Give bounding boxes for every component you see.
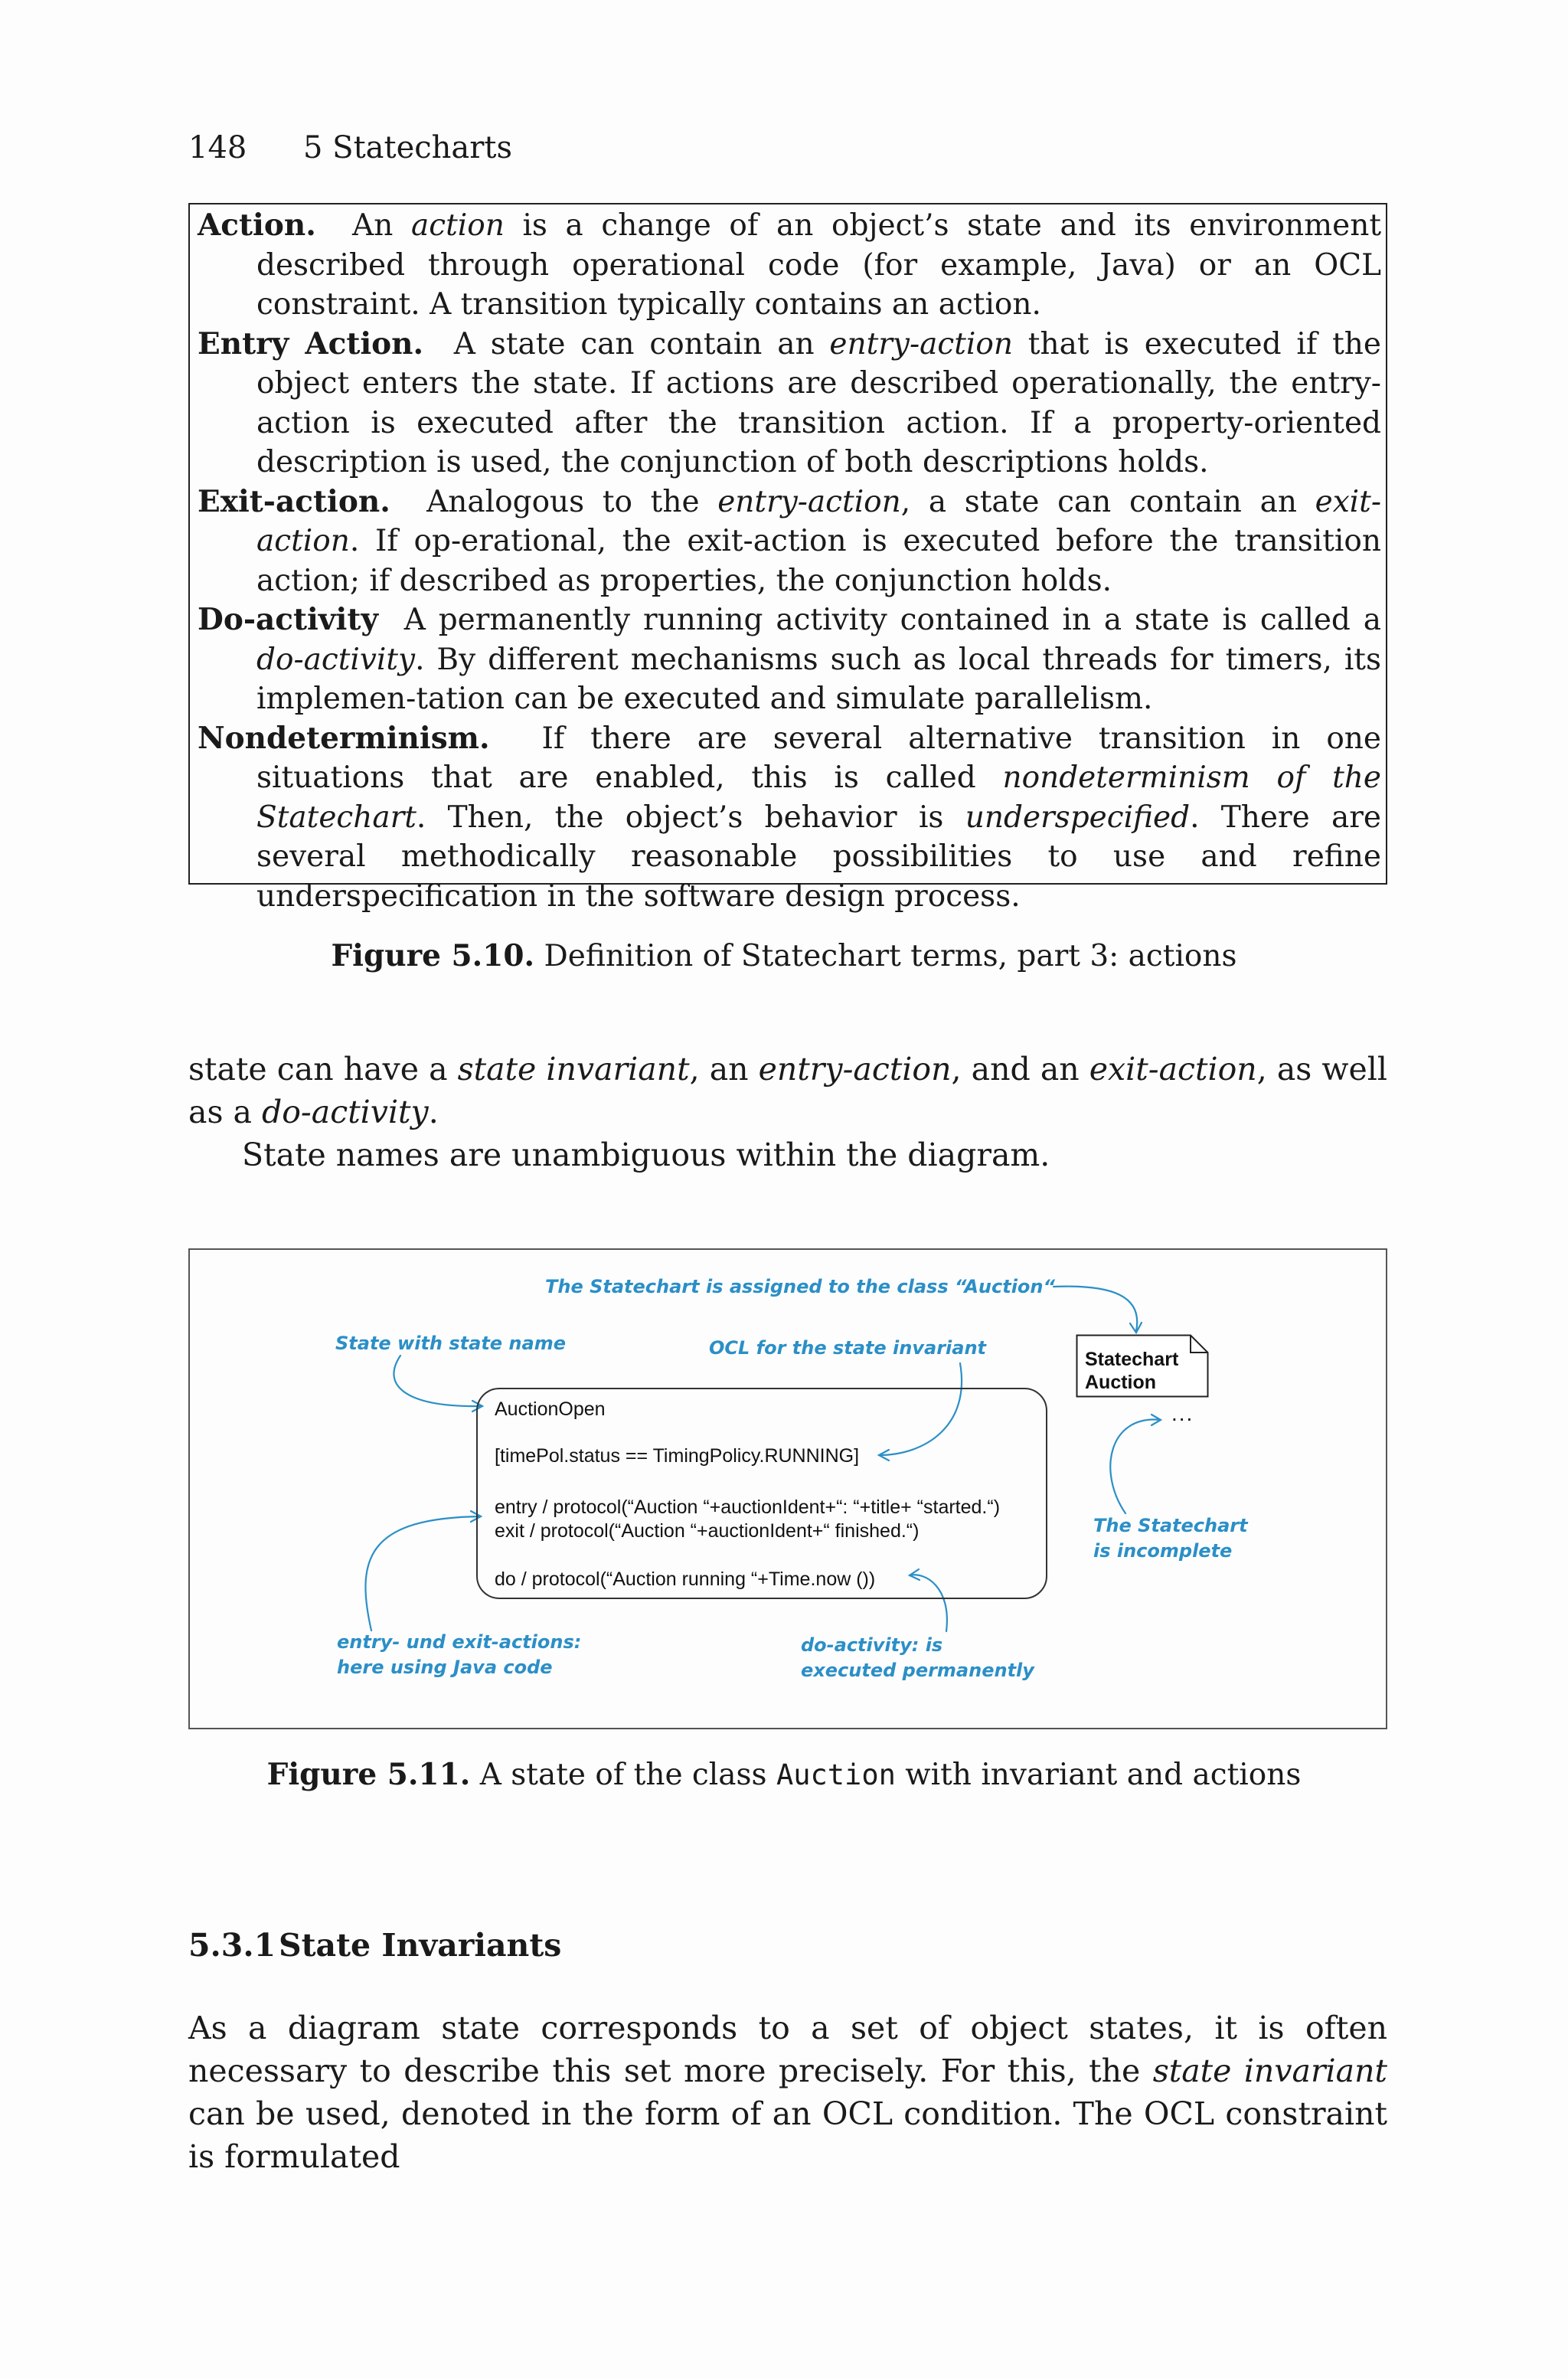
definitions-box (188, 203, 1387, 914)
note-label-line: Auction (1085, 1372, 1157, 1393)
state-exit-action: exit / protocol(“Auction “+auctionIdent+“ finished.“) (495, 1520, 920, 1542)
figure-5-10-caption (0, 938, 1568, 973)
state-invariant: [timePol.status == TimingPolicy.RUNNING] (495, 1445, 860, 1467)
figure-caption-text: A state of the class (479, 1758, 767, 1792)
note-do-activity (801, 1633, 1034, 1683)
note-state-name: State with state name (335, 1333, 566, 1354)
definition-term: Entry Action. (198, 325, 424, 361)
running-header (188, 130, 512, 165)
definition-do-activity (198, 600, 1381, 719)
note-line: entry- und exit-actions: (337, 1631, 582, 1653)
statechart-diagram (188, 1248, 1387, 1729)
diagram-ellipsis: ... (1171, 1402, 1194, 1425)
arrow-state-name (394, 1356, 482, 1406)
definition-nondeterminism (198, 719, 1381, 917)
arrow-entry-exit (365, 1516, 481, 1631)
chapter-title: 5 Statecharts (303, 130, 512, 165)
note-label-line: Statechart (1085, 1349, 1179, 1370)
state-do-activity: do / protocol(“Auction running “+Time.now ()) (495, 1568, 876, 1590)
note-assigned-class: The Statechart is assigned to the class “Auction“ (545, 1276, 1055, 1297)
figure-caption-text: with invariant and actions (905, 1758, 1302, 1792)
definition-term: Nondeterminism. (198, 720, 490, 756)
note-line: do-activity: is (801, 1634, 943, 1656)
figure-label: Figure 5.11. (266, 1757, 471, 1792)
definition-body: A state can contain an entry-action that is executed if the object enters the state. If actions are described operationally, the entry-action is executed after the transition action. If a property-oriented description is used, the conjunction of both descriptions holds. (256, 326, 1381, 479)
definition-body: A permanently running activity contained in a state is called a do-activity. By different mechanisms such as local threads for timers, its implemen-tation can be executed and simulate parallelism. (256, 603, 1381, 716)
paragraph-state-features: state can have a state invariant, an entry-action, and an exit-action, as well as a do-activity. (188, 1051, 1387, 1130)
state-entry-action: entry / protocol(“Auction “+auctionIdent+“: “+title+ “started.“) (495, 1496, 1001, 1518)
arrow-assigned (1054, 1287, 1137, 1331)
definition-term: Action. (198, 208, 316, 243)
statechart-note-label (1085, 1348, 1178, 1394)
definition-action (198, 206, 1381, 325)
definition-body: Analogous to the entry-action, a state can contain an exit-action. If op-erational, the exit-action is executed before the transition action; if described as properties, the conjunction holds. (256, 484, 1382, 598)
definition-body: If there are several alternative transition in one situations that are enabled, this is called nondeterminism of the Statechart. Then, the object’s behavior is underspecified. There are several methodically reasonable possibilities to use and refine underspecification in the software design process. (256, 721, 1382, 914)
section-heading (188, 1927, 561, 1964)
figure-caption-text: Definition of Statechart terms, part 3: actions (544, 939, 1237, 973)
statechart-note (1076, 1334, 1209, 1398)
figure-label: Figure 5.10. (331, 938, 535, 973)
state-name: AuctionOpen (495, 1398, 606, 1420)
note-ocl-invariant: OCL for the state invariant (709, 1337, 987, 1359)
note-line: The Statechart (1093, 1515, 1248, 1536)
definition-term: Exit-action. (198, 483, 390, 519)
note-incomplete (1093, 1513, 1248, 1564)
note-entry-exit (337, 1630, 581, 1680)
paragraph-state-names: State names are unambiguous within the diagram. (242, 1137, 1050, 1173)
definition-body: An action is a change of an object’s state and its environment described through operational code (for example, Java) or an OCL constraint. A transition typically contains an action. (256, 208, 1382, 322)
definition-exit-action (198, 482, 1381, 601)
arrow-incomplete (1110, 1420, 1161, 1513)
section-number: 5.3.1 (188, 1927, 276, 1964)
page-number: 148 (188, 130, 247, 165)
note-line: is incomplete (1093, 1540, 1233, 1562)
section-title: State Invariants (279, 1927, 562, 1964)
class-name-code: Auction (776, 1758, 896, 1791)
note-line: here using Java code (337, 1657, 553, 1678)
paragraph-state-invariants: As a diagram state corresponds to a set of object states, it is often necessary to describe this set more precisely. For this, the state invariant can be used, denoted in the form of an OCL condition. The OCL constraint is formulated (188, 2010, 1387, 2175)
definition-entry-action (198, 325, 1381, 482)
definition-term: Do-activity (198, 602, 379, 637)
figure-5-11-caption (0, 1757, 1568, 1792)
note-line: executed permanently (801, 1660, 1034, 1681)
